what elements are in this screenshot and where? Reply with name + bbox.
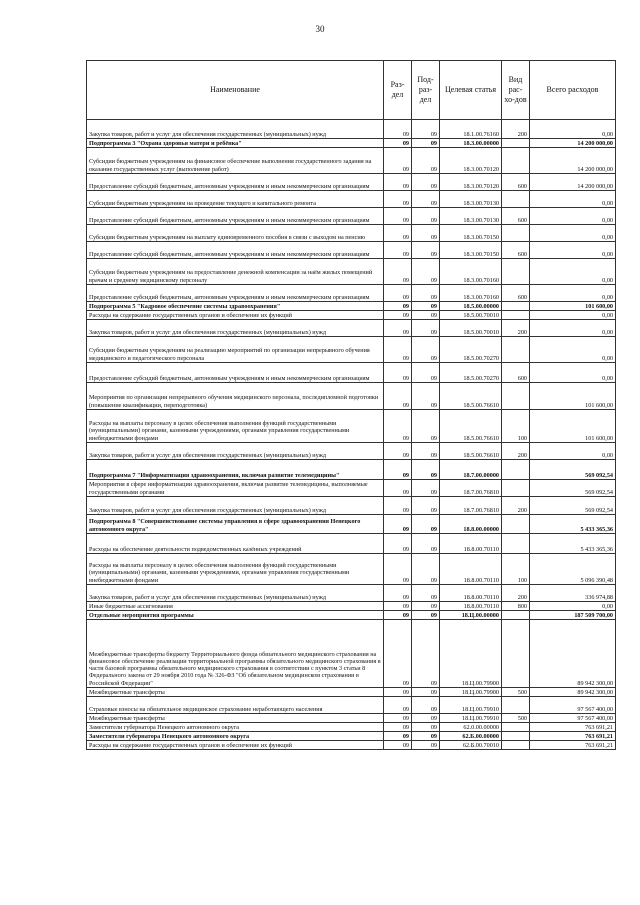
row-name-cell: Заместители губернатора Ненецкого автономного округа bbox=[87, 723, 384, 732]
table-row bbox=[87, 688, 616, 697]
row-total-cell: 97 567 400,00 bbox=[530, 714, 616, 723]
row-target-cell: 18.8.00.00000 bbox=[440, 515, 502, 534]
row-name-cell: Подпрограмма 8 "Совершенствование системы управления в сфере здравоохранения Ненецкого автономного округа" bbox=[87, 515, 384, 534]
row-name-cell: Расходы на обеспечение деятельности подведомственных казённых учреждений bbox=[87, 534, 384, 554]
row-expense-type-cell: 600 bbox=[502, 208, 530, 225]
row-expense-type-cell bbox=[502, 723, 530, 732]
table-header-row bbox=[87, 61, 616, 120]
row-total-cell: 763 691,21 bbox=[530, 741, 616, 750]
table-row bbox=[87, 534, 616, 554]
row-podrazdel-cell: 09 bbox=[412, 311, 440, 320]
row-target-cell: 18.8.00.70110 bbox=[440, 534, 502, 554]
row-target-cell: 18.5.00.70010 bbox=[440, 311, 502, 320]
row-razdel-cell: 09 bbox=[384, 320, 412, 337]
row-podrazdel-cell: 09 bbox=[412, 259, 440, 285]
row-total-cell: 14 200 000,00 bbox=[530, 139, 616, 148]
row-name-cell: Субсидии бюджетным учреждениям на предоставление денежной компенсации за наём жилых помещений врачам и среднему медицинскому персоналу bbox=[87, 259, 384, 285]
row-target-cell: 18.5.00.76610 bbox=[440, 410, 502, 443]
row-name-cell: Расходы на содержание государственных органов и обеспечение их функций bbox=[87, 311, 384, 320]
row-total-cell: 0,00 bbox=[530, 443, 616, 460]
row-expense-type-cell bbox=[502, 148, 530, 174]
header-name: Наименование bbox=[87, 61, 384, 120]
row-total-cell: 0,00 bbox=[530, 311, 616, 320]
row-name-cell: Закупка товаров, работ и услуг для обеспечения государственных (муниципальных) нужд bbox=[87, 320, 384, 337]
row-name-cell: Мероприятия по организации непрерывного обучения медицинского персонала, последипломной подготовки (повышение квалификации, переподготовка) bbox=[87, 383, 384, 410]
row-target-cell: 18.3.00.70150 bbox=[440, 242, 502, 259]
table-row bbox=[87, 497, 616, 515]
row-podrazdel-cell: 09 bbox=[412, 723, 440, 732]
table-row bbox=[87, 741, 616, 750]
row-razdel-cell: 09 bbox=[384, 208, 412, 225]
row-razdel-cell: 09 bbox=[384, 741, 412, 750]
row-razdel-cell: 09 bbox=[384, 443, 412, 460]
row-name-cell: Предоставление субсидий бюджетным, автономным учреждениям и иным некоммерческим организациям bbox=[87, 242, 384, 259]
row-target-cell: 18.Ц.00.79910 bbox=[440, 697, 502, 714]
row-razdel-cell: 09 bbox=[384, 534, 412, 554]
page-number: 30 bbox=[315, 24, 325, 34]
row-expense-type-cell bbox=[502, 191, 530, 208]
row-total-cell: 0,00 bbox=[530, 337, 616, 363]
table-row bbox=[87, 311, 616, 320]
row-podrazdel-cell: 09 bbox=[412, 554, 440, 585]
row-podrazdel-cell: 09 bbox=[412, 191, 440, 208]
row-razdel-cell: 09 bbox=[384, 611, 412, 620]
row-razdel-cell: 09 bbox=[384, 120, 412, 139]
row-razdel-cell: 09 bbox=[384, 723, 412, 732]
header-total: Всего расходов bbox=[530, 61, 616, 120]
row-podrazdel-cell: 09 bbox=[412, 174, 440, 191]
row-target-cell: 18.8.00.70110 bbox=[440, 554, 502, 585]
row-name-cell: Предоставление субсидий бюджетным, автономным учреждениям и иным некоммерческим организациям bbox=[87, 363, 384, 383]
row-total-cell: 569 092,54 bbox=[530, 480, 616, 497]
row-expense-type-cell bbox=[502, 460, 530, 480]
row-name-cell: Предоставление субсидий бюджетным, автономным учреждениям и иным некоммерческим организациям bbox=[87, 208, 384, 225]
row-razdel-cell: 09 bbox=[384, 191, 412, 208]
table-row bbox=[87, 620, 616, 688]
row-name-cell: Субсидии бюджетным учреждениям на выплату единовременного пособия в связи с выходом на пенсию bbox=[87, 225, 384, 242]
row-expense-type-cell: 600 bbox=[502, 285, 530, 302]
table-row bbox=[87, 602, 616, 611]
row-podrazdel-cell: 09 bbox=[412, 208, 440, 225]
row-podrazdel-cell: 09 bbox=[412, 337, 440, 363]
row-podrazdel-cell: 09 bbox=[412, 320, 440, 337]
row-total-cell: 0,00 bbox=[530, 363, 616, 383]
row-expense-type-cell bbox=[502, 620, 530, 688]
row-target-cell: 18.8.00.70110 bbox=[440, 602, 502, 611]
row-target-cell: 18.5.00.70270 bbox=[440, 363, 502, 383]
row-razdel-cell: 09 bbox=[384, 174, 412, 191]
row-name-cell: Закупка товаров, работ и услуг для обеспечения государственных (муниципальных) нужд bbox=[87, 120, 384, 139]
row-razdel-cell: 09 bbox=[384, 460, 412, 480]
row-total-cell: 0,00 bbox=[530, 225, 616, 242]
row-razdel-cell: 09 bbox=[384, 383, 412, 410]
row-razdel-cell: 09 bbox=[384, 337, 412, 363]
row-expense-type-cell: 600 bbox=[502, 174, 530, 191]
row-target-cell: 18.Ц.00.79910 bbox=[440, 714, 502, 723]
row-expense-type-cell: 500 bbox=[502, 714, 530, 723]
table-row bbox=[87, 242, 616, 259]
row-target-cell: 18.3.00.00000 bbox=[440, 139, 502, 148]
row-razdel-cell: 09 bbox=[384, 311, 412, 320]
table-row bbox=[87, 515, 616, 534]
header-podrazdel: Под-раз-дел bbox=[412, 61, 440, 120]
table-row bbox=[87, 259, 616, 285]
row-name-cell: Закупка товаров, работ и услуг для обеспечения государственных (муниципальных) нужд bbox=[87, 585, 384, 602]
row-expense-type-cell bbox=[502, 225, 530, 242]
row-name-cell: Межбюджетные трансферты bbox=[87, 688, 384, 697]
row-razdel-cell: 09 bbox=[384, 242, 412, 259]
row-target-cell: 18.3.00.70150 bbox=[440, 225, 502, 242]
row-name-cell: Расходы на содержание государственных органов и обеспечение их функций bbox=[87, 741, 384, 750]
row-target-cell: 18.7.00.00000 bbox=[440, 460, 502, 480]
row-razdel-cell: 09 bbox=[384, 148, 412, 174]
row-podrazdel-cell: 09 bbox=[412, 515, 440, 534]
row-razdel-cell: 09 bbox=[384, 497, 412, 515]
row-total-cell: 569 092,54 bbox=[530, 460, 616, 480]
row-expense-type-cell bbox=[502, 741, 530, 750]
row-razdel-cell: 09 bbox=[384, 285, 412, 302]
row-total-cell: 101 600,00 bbox=[530, 410, 616, 443]
row-podrazdel-cell: 09 bbox=[412, 443, 440, 460]
row-expense-type-cell: 600 bbox=[502, 242, 530, 259]
row-total-cell: 89 942 300,00 bbox=[530, 620, 616, 688]
row-target-cell: 18.3.00.70130 bbox=[440, 208, 502, 225]
row-expense-type-cell: 200 bbox=[502, 497, 530, 515]
row-razdel-cell: 09 bbox=[384, 585, 412, 602]
row-name-cell: Мероприятия в сфере информатизации здравоохранения, включая развитие телемедицины, выполняемые государственными органами bbox=[87, 480, 384, 497]
row-total-cell: 14 200 000,00 bbox=[530, 148, 616, 174]
table-row bbox=[87, 139, 616, 148]
row-expense-type-cell bbox=[502, 259, 530, 285]
row-razdel-cell: 09 bbox=[384, 302, 412, 311]
row-target-cell: 62.Б.00.00000 bbox=[440, 732, 502, 741]
row-razdel-cell: 09 bbox=[384, 688, 412, 697]
row-podrazdel-cell: 09 bbox=[412, 534, 440, 554]
row-podrazdel-cell: 09 bbox=[412, 732, 440, 741]
table-row bbox=[87, 120, 616, 139]
table-row bbox=[87, 611, 616, 620]
row-podrazdel-cell: 09 bbox=[412, 741, 440, 750]
row-podrazdel-cell: 09 bbox=[412, 480, 440, 497]
row-podrazdel-cell: 09 bbox=[412, 225, 440, 242]
row-total-cell: 5 433 365,36 bbox=[530, 515, 616, 534]
row-target-cell: 18.3.00.70160 bbox=[440, 259, 502, 285]
row-name-cell: Страховые взносы на обязательное медицинское страхование неработающего населения bbox=[87, 697, 384, 714]
row-razdel-cell: 09 bbox=[384, 732, 412, 741]
row-podrazdel-cell: 09 bbox=[412, 148, 440, 174]
row-podrazdel-cell: 09 bbox=[412, 363, 440, 383]
table-row bbox=[87, 585, 616, 602]
header-razdel: Раз-дел bbox=[384, 61, 412, 120]
row-total-cell: 0,00 bbox=[530, 242, 616, 259]
row-podrazdel-cell: 09 bbox=[412, 285, 440, 302]
row-total-cell: 763 691,21 bbox=[530, 723, 616, 732]
row-target-cell: 18.5.00.76610 bbox=[440, 443, 502, 460]
row-expense-type-cell bbox=[502, 732, 530, 741]
row-name-cell: Отдельные мероприятия программы bbox=[87, 611, 384, 620]
table-row bbox=[87, 410, 616, 443]
table-row bbox=[87, 714, 616, 723]
row-razdel-cell: 09 bbox=[384, 225, 412, 242]
row-target-cell: 18.3.00.70130 bbox=[440, 191, 502, 208]
row-target-cell: 62.0.00.00000 bbox=[440, 723, 502, 732]
row-target-cell: 18.5.00.76610 bbox=[440, 383, 502, 410]
row-total-cell: 0,00 bbox=[530, 120, 616, 139]
row-podrazdel-cell: 09 bbox=[412, 242, 440, 259]
row-name-cell: Межбюджетные трансферты бюджету Территориального фонда обязательного медицинского страхования на финансовое обеспечение реализации территориальной программы обязательного медицинского страхования в части базовой программы обязательного медицинского страхования в соответствии с пунктом 3 статьи 8 Федерального закона от 29 ноября 2010 года № 326-ФЗ "Об обязательном медицинском страховании в Российской Федерации" bbox=[87, 620, 384, 688]
row-expense-type-cell: 200 bbox=[502, 320, 530, 337]
row-podrazdel-cell: 09 bbox=[412, 139, 440, 148]
row-name-cell: Подпрограмма 3 "Охрана здоровья матери и ребёнка" bbox=[87, 139, 384, 148]
row-expense-type-cell: 200 bbox=[502, 585, 530, 602]
row-name-cell: Заместители губернатора Ненецкого автономного округа bbox=[87, 732, 384, 741]
row-total-cell: 763 691,21 bbox=[530, 732, 616, 741]
table-row bbox=[87, 174, 616, 191]
row-target-cell: 18.5.00.70270 bbox=[440, 337, 502, 363]
row-podrazdel-cell: 09 bbox=[412, 611, 440, 620]
row-total-cell: 101 600,00 bbox=[530, 383, 616, 410]
row-podrazdel-cell: 09 bbox=[412, 497, 440, 515]
table-row bbox=[87, 285, 616, 302]
table-row bbox=[87, 191, 616, 208]
row-expense-type-cell bbox=[502, 515, 530, 534]
row-total-cell: 0,00 bbox=[530, 191, 616, 208]
row-target-cell: 18.7.00.76810 bbox=[440, 480, 502, 497]
row-total-cell: 0,00 bbox=[530, 208, 616, 225]
row-total-cell: 5 433 365,36 bbox=[530, 534, 616, 554]
row-podrazdel-cell: 09 bbox=[412, 460, 440, 480]
table-row bbox=[87, 208, 616, 225]
row-podrazdel-cell: 09 bbox=[412, 714, 440, 723]
row-podrazdel-cell: 09 bbox=[412, 602, 440, 611]
row-name-cell: Расходы на выплаты персоналу в целях обеспечения выполнения функций государственными (муниципальными) органами, казенными учреждениями, органами управления государственными внебюджетными фондами bbox=[87, 410, 384, 443]
row-expense-type-cell bbox=[502, 139, 530, 148]
row-razdel-cell: 09 bbox=[384, 714, 412, 723]
row-podrazdel-cell: 09 bbox=[412, 585, 440, 602]
row-expense-type-cell: 800 bbox=[502, 602, 530, 611]
row-name-cell: Расходы на выплаты персоналу в целях обеспечения выполнения функций государственными (муниципальными) органами, казенными учреждениями, органами управления государственными внебюджетными фондами bbox=[87, 554, 384, 585]
row-total-cell: 0,00 bbox=[530, 259, 616, 285]
row-expense-type-cell bbox=[502, 383, 530, 410]
row-podrazdel-cell: 09 bbox=[412, 410, 440, 443]
row-total-cell: 187 509 700,00 bbox=[530, 611, 616, 620]
table-row bbox=[87, 480, 616, 497]
row-target-cell: 18.Ц.00.00000 bbox=[440, 611, 502, 620]
row-podrazdel-cell: 09 bbox=[412, 697, 440, 714]
row-expense-type-cell: 100 bbox=[502, 554, 530, 585]
row-expense-type-cell bbox=[502, 311, 530, 320]
row-target-cell: 18.3.00.70160 bbox=[440, 285, 502, 302]
table-row bbox=[87, 337, 616, 363]
table-body bbox=[87, 120, 616, 750]
row-razdel-cell: 09 bbox=[384, 697, 412, 714]
row-name-cell: Предоставление субсидий бюджетным, автономным учреждениям и иным некоммерческим организациям bbox=[87, 174, 384, 191]
row-total-cell: 336 974,88 bbox=[530, 585, 616, 602]
row-target-cell: 18.5.00.70010 bbox=[440, 320, 502, 337]
row-name-cell: Субсидии бюджетным учреждениям на финансовое обеспечение выполнения государственного задания на оказание государственных услуг (выполнение работ) bbox=[87, 148, 384, 174]
row-expense-type-cell bbox=[502, 611, 530, 620]
row-expense-type-cell: 100 bbox=[502, 410, 530, 443]
row-name-cell: Предоставление субсидий бюджетным, автономным учреждениям и иным некоммерческим организациям bbox=[87, 285, 384, 302]
row-total-cell: 0,00 bbox=[530, 320, 616, 337]
table-row bbox=[87, 554, 616, 585]
row-target-cell: 62.Б.00.70010 bbox=[440, 741, 502, 750]
row-expense-type-cell bbox=[502, 337, 530, 363]
table-row bbox=[87, 302, 616, 311]
table-row bbox=[87, 443, 616, 460]
row-target-cell: 18.3.00.70120 bbox=[440, 148, 502, 174]
row-target-cell: 18.1.00.76160 bbox=[440, 120, 502, 139]
row-expense-type-cell bbox=[502, 534, 530, 554]
row-name-cell: Закупка товаров, работ и услуг для обеспечения государственных (муниципальных) нужд bbox=[87, 497, 384, 515]
row-razdel-cell: 09 bbox=[384, 554, 412, 585]
row-target-cell: 18.3.00.70120 bbox=[440, 174, 502, 191]
row-razdel-cell: 09 bbox=[384, 259, 412, 285]
row-target-cell: 18.8.00.70110 bbox=[440, 585, 502, 602]
row-total-cell: 101 600,00 bbox=[530, 302, 616, 311]
table-row bbox=[87, 723, 616, 732]
row-name-cell: Подпрограмма 7 "Информатизация здравоохранения, включая развитие телемедицины" bbox=[87, 460, 384, 480]
row-name-cell: Закупка товаров, работ и услуг для обеспечения государственных (муниципальных) нужд bbox=[87, 443, 384, 460]
row-target-cell: 18.5.00.00000 bbox=[440, 302, 502, 311]
row-total-cell: 5 096 390,48 bbox=[530, 554, 616, 585]
row-podrazdel-cell: 09 bbox=[412, 620, 440, 688]
row-razdel-cell: 09 bbox=[384, 515, 412, 534]
table-row bbox=[87, 732, 616, 741]
row-name-cell: Субсидии бюджетным учреждениям на проведение текущего и капитального ремонта bbox=[87, 191, 384, 208]
row-razdel-cell: 09 bbox=[384, 139, 412, 148]
table-row bbox=[87, 225, 616, 242]
row-expense-type-cell bbox=[502, 697, 530, 714]
row-podrazdel-cell: 09 bbox=[412, 688, 440, 697]
row-total-cell: 97 567 400,00 bbox=[530, 697, 616, 714]
row-expense-type-cell: 600 bbox=[502, 363, 530, 383]
row-podrazdel-cell: 09 bbox=[412, 120, 440, 139]
row-expense-type-cell: 200 bbox=[502, 443, 530, 460]
table-row bbox=[87, 697, 616, 714]
row-total-cell: 0,00 bbox=[530, 602, 616, 611]
table-row bbox=[87, 363, 616, 383]
row-target-cell: 18.Ц.00.79900 bbox=[440, 620, 502, 688]
row-total-cell: 89 942 300,00 bbox=[530, 688, 616, 697]
row-total-cell: 14 200 000,00 bbox=[530, 174, 616, 191]
row-expense-type-cell: 500 bbox=[502, 688, 530, 697]
header-expense-type: Вид рас-хо-дов bbox=[502, 61, 530, 120]
row-name-cell: Подпрограмма 5 "Кадровое обеспечение системы здравоохранения" bbox=[87, 302, 384, 311]
table-row bbox=[87, 320, 616, 337]
row-total-cell: 569 092,54 bbox=[530, 497, 616, 515]
budget-table bbox=[86, 60, 616, 750]
header-target: Целевая статья bbox=[440, 61, 502, 120]
row-razdel-cell: 09 bbox=[384, 363, 412, 383]
row-razdel-cell: 09 bbox=[384, 480, 412, 497]
table-row bbox=[87, 148, 616, 174]
row-target-cell: 18.7.00.76810 bbox=[440, 497, 502, 515]
row-razdel-cell: 09 bbox=[384, 602, 412, 611]
row-total-cell: 0,00 bbox=[530, 285, 616, 302]
row-target-cell: 18.Ц.00.79900 bbox=[440, 688, 502, 697]
row-name-cell: Межбюджетные трансферты bbox=[87, 714, 384, 723]
table-row bbox=[87, 460, 616, 480]
table-row bbox=[87, 383, 616, 410]
row-name-cell: Иные бюджетные ассигнования bbox=[87, 602, 384, 611]
row-name-cell: Субсидии бюджетным учреждениям на реализацию мероприятий по организации непрерывного обучения медицинского и педагогического персонала bbox=[87, 337, 384, 363]
row-expense-type-cell bbox=[502, 302, 530, 311]
row-razdel-cell: 09 bbox=[384, 410, 412, 443]
row-podrazdel-cell: 09 bbox=[412, 302, 440, 311]
row-razdel-cell: 09 bbox=[384, 620, 412, 688]
row-expense-type-cell bbox=[502, 480, 530, 497]
row-expense-type-cell: 200 bbox=[502, 120, 530, 139]
row-podrazdel-cell: 09 bbox=[412, 383, 440, 410]
